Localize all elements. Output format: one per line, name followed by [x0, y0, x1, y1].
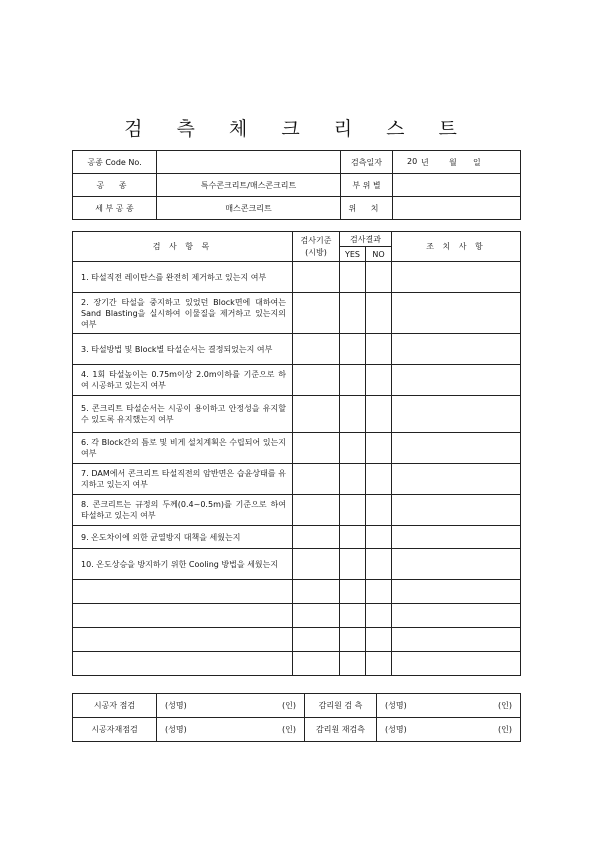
action-cell[interactable]	[392, 334, 521, 365]
name-label: (성명)	[165, 725, 187, 734]
standard-cell[interactable]	[293, 433, 340, 464]
no-cell[interactable]	[366, 396, 392, 433]
no-cell[interactable]	[366, 334, 392, 365]
standard-cell[interactable]	[293, 526, 340, 549]
signature-table	[72, 693, 521, 742]
yes-cell[interactable]	[340, 396, 366, 433]
standard-cell[interactable]	[293, 293, 340, 334]
checklist-row	[73, 628, 521, 652]
no-cell[interactable]	[366, 526, 392, 549]
date-day-unit: 일	[473, 157, 481, 167]
part-value[interactable]	[393, 174, 521, 197]
action-cell[interactable]	[392, 365, 521, 396]
checklist-item-text	[73, 604, 293, 628]
checklist-row	[73, 433, 521, 464]
checklist-item-text: 2. 장기간 타설을 중지하고 있었던 Block면에 대하여는 Sand Blasting을 실시하여 이물질을 제거하고 있는지의 여부	[73, 293, 293, 334]
checklist-item-text: 4. 1회 타설높이는 0.75m이상 2.0m이하를 기준으로 하여 시공하고 있는지 여부	[73, 365, 293, 396]
header-result: 검사결과	[340, 232, 392, 247]
action-cell[interactable]	[392, 495, 521, 526]
checklist-item-text: 1. 타설직전 레이탄스를 완전히 제거하고 있는지 여부	[73, 262, 293, 293]
standard-cell[interactable]	[293, 580, 340, 604]
yes-cell[interactable]	[340, 334, 366, 365]
checklist-item-text	[73, 652, 293, 676]
action-cell[interactable]	[392, 262, 521, 293]
info-table	[72, 150, 521, 220]
yes-cell[interactable]	[340, 526, 366, 549]
header-no: NO	[366, 247, 392, 262]
sub-work-type-label: 세 부 공 종	[73, 197, 157, 220]
checklist-item-text: 3. 타설방법 및 Block별 타설순서는 결정되었는지 여부	[73, 334, 293, 365]
supervisor-reinspect-label: 감리원 재검측	[305, 718, 377, 742]
action-cell[interactable]	[392, 293, 521, 334]
action-cell[interactable]	[392, 396, 521, 433]
contractor-check-label: 시공자 점검	[73, 694, 157, 718]
checklist-row	[73, 365, 521, 396]
yes-cell[interactable]	[340, 464, 366, 495]
action-cell[interactable]	[392, 526, 521, 549]
no-cell[interactable]	[366, 549, 392, 580]
checklist-item-text: 10. 온도상승을 방지하기 위한 Cooling 방법을 세웠는지	[73, 549, 293, 580]
page-title: 검 측 체 크 리 스 트	[124, 118, 471, 140]
yes-cell[interactable]	[340, 628, 366, 652]
no-cell[interactable]	[366, 262, 392, 293]
checklist-row	[73, 580, 521, 604]
no-cell[interactable]	[366, 604, 392, 628]
inspection-date-label: 검측일자	[341, 151, 393, 174]
header-standard: 검사기준 (시방)	[293, 232, 340, 262]
standard-cell[interactable]	[293, 604, 340, 628]
standard-cell[interactable]	[293, 396, 340, 433]
header-action: 조 치 사 항	[392, 232, 521, 262]
yes-cell[interactable]	[340, 433, 366, 464]
header-item: 검 사 항 목	[73, 232, 293, 262]
no-cell[interactable]	[366, 464, 392, 495]
standard-cell[interactable]	[293, 628, 340, 652]
contractor-check-sign[interactable]	[157, 694, 305, 718]
standard-cell[interactable]	[293, 495, 340, 526]
location-value[interactable]	[393, 197, 521, 220]
checklist-item-text: 8. 콘크리트는 규정의 두께(0.4~0.5m)를 기준으로 하여 타설하고 있는지 여부	[73, 495, 293, 526]
contractor-recheck-label: 시공자재점검	[73, 718, 157, 742]
no-cell[interactable]	[366, 433, 392, 464]
checklist-row	[73, 549, 521, 580]
action-cell[interactable]	[392, 628, 521, 652]
inspection-date-value[interactable]	[393, 151, 521, 174]
yes-cell[interactable]	[340, 652, 366, 676]
yes-cell[interactable]	[340, 365, 366, 396]
checklist-row	[73, 652, 521, 676]
no-cell[interactable]	[366, 580, 392, 604]
standard-cell[interactable]	[293, 365, 340, 396]
work-type-value[interactable]: 특수콘크리트/매스콘크리트	[157, 174, 341, 197]
name-label: (성명)	[165, 701, 187, 710]
standard-cell[interactable]	[293, 334, 340, 365]
yes-cell[interactable]	[340, 580, 366, 604]
action-cell[interactable]	[392, 580, 521, 604]
no-cell[interactable]	[366, 628, 392, 652]
checklist-item-text: 7. DAM에서 콘크리트 타설직전의 암반면은 습윤상태를 유지하고 있는지 여부	[73, 464, 293, 495]
action-cell[interactable]	[392, 464, 521, 495]
seal-label: (인)	[498, 725, 512, 734]
yes-cell[interactable]	[340, 293, 366, 334]
seal-label: (인)	[282, 701, 296, 710]
yes-cell[interactable]	[340, 495, 366, 526]
contractor-recheck-sign[interactable]	[157, 718, 305, 742]
standard-cell[interactable]	[293, 652, 340, 676]
action-cell[interactable]	[392, 433, 521, 464]
checklist-row	[73, 396, 521, 433]
yes-cell[interactable]	[340, 262, 366, 293]
standard-cell[interactable]	[293, 464, 340, 495]
checklist-row	[73, 262, 521, 293]
no-cell[interactable]	[366, 495, 392, 526]
checklist-row	[73, 495, 521, 526]
supervisor-inspect-label: 감리원 검 측	[305, 694, 377, 718]
no-cell[interactable]	[366, 293, 392, 334]
checklist-row	[73, 604, 521, 628]
part-label: 부 위 별	[341, 174, 393, 197]
checklist-item-text: 9. 온도차이에 의한 균열방지 대책을 세웠는지	[73, 526, 293, 549]
checklist-item-text: 6. 각 Block간의 틈로 및 비게 설치계획은 수립되어 있는지 여부	[73, 433, 293, 464]
checklist-row	[73, 464, 521, 495]
checklist-row	[73, 293, 521, 334]
standard-cell[interactable]	[293, 549, 340, 580]
seal-label: (인)	[498, 701, 512, 710]
sub-work-type-value[interactable]: 매스콘크리트	[157, 197, 341, 220]
standard-cell[interactable]	[293, 262, 340, 293]
work-code-value[interactable]	[157, 151, 341, 174]
no-cell[interactable]	[366, 365, 392, 396]
date-year-unit: 년	[421, 157, 429, 167]
yes-cell[interactable]	[340, 604, 366, 628]
supervisor-reinspect-sign[interactable]	[377, 718, 521, 742]
name-label: (성명)	[385, 725, 407, 734]
location-label: 위 치	[341, 197, 393, 220]
date-year: 20	[407, 156, 418, 166]
date-month-unit: 월	[449, 157, 457, 167]
work-type-label: 공 종	[73, 174, 157, 197]
checklist-table	[72, 231, 521, 676]
yes-cell[interactable]	[340, 549, 366, 580]
action-cell[interactable]	[392, 604, 521, 628]
supervisor-inspect-sign[interactable]	[377, 694, 521, 718]
action-cell[interactable]	[392, 652, 521, 676]
checklist-row	[73, 526, 521, 549]
checklist-item-text	[73, 580, 293, 604]
no-cell[interactable]	[366, 652, 392, 676]
checklist-item-text	[73, 628, 293, 652]
work-code-label: 공종 Code No.	[73, 151, 157, 174]
checklist-item-text: 5. 콘크리트 타설순서는 시공이 용이하고 안정성을 유지할 수 있도록 유지했는지 여부	[73, 396, 293, 433]
action-cell[interactable]	[392, 549, 521, 580]
name-label: (성명)	[385, 701, 407, 710]
seal-label: (인)	[282, 725, 296, 734]
checklist-row	[73, 334, 521, 365]
header-yes: YES	[340, 247, 366, 262]
